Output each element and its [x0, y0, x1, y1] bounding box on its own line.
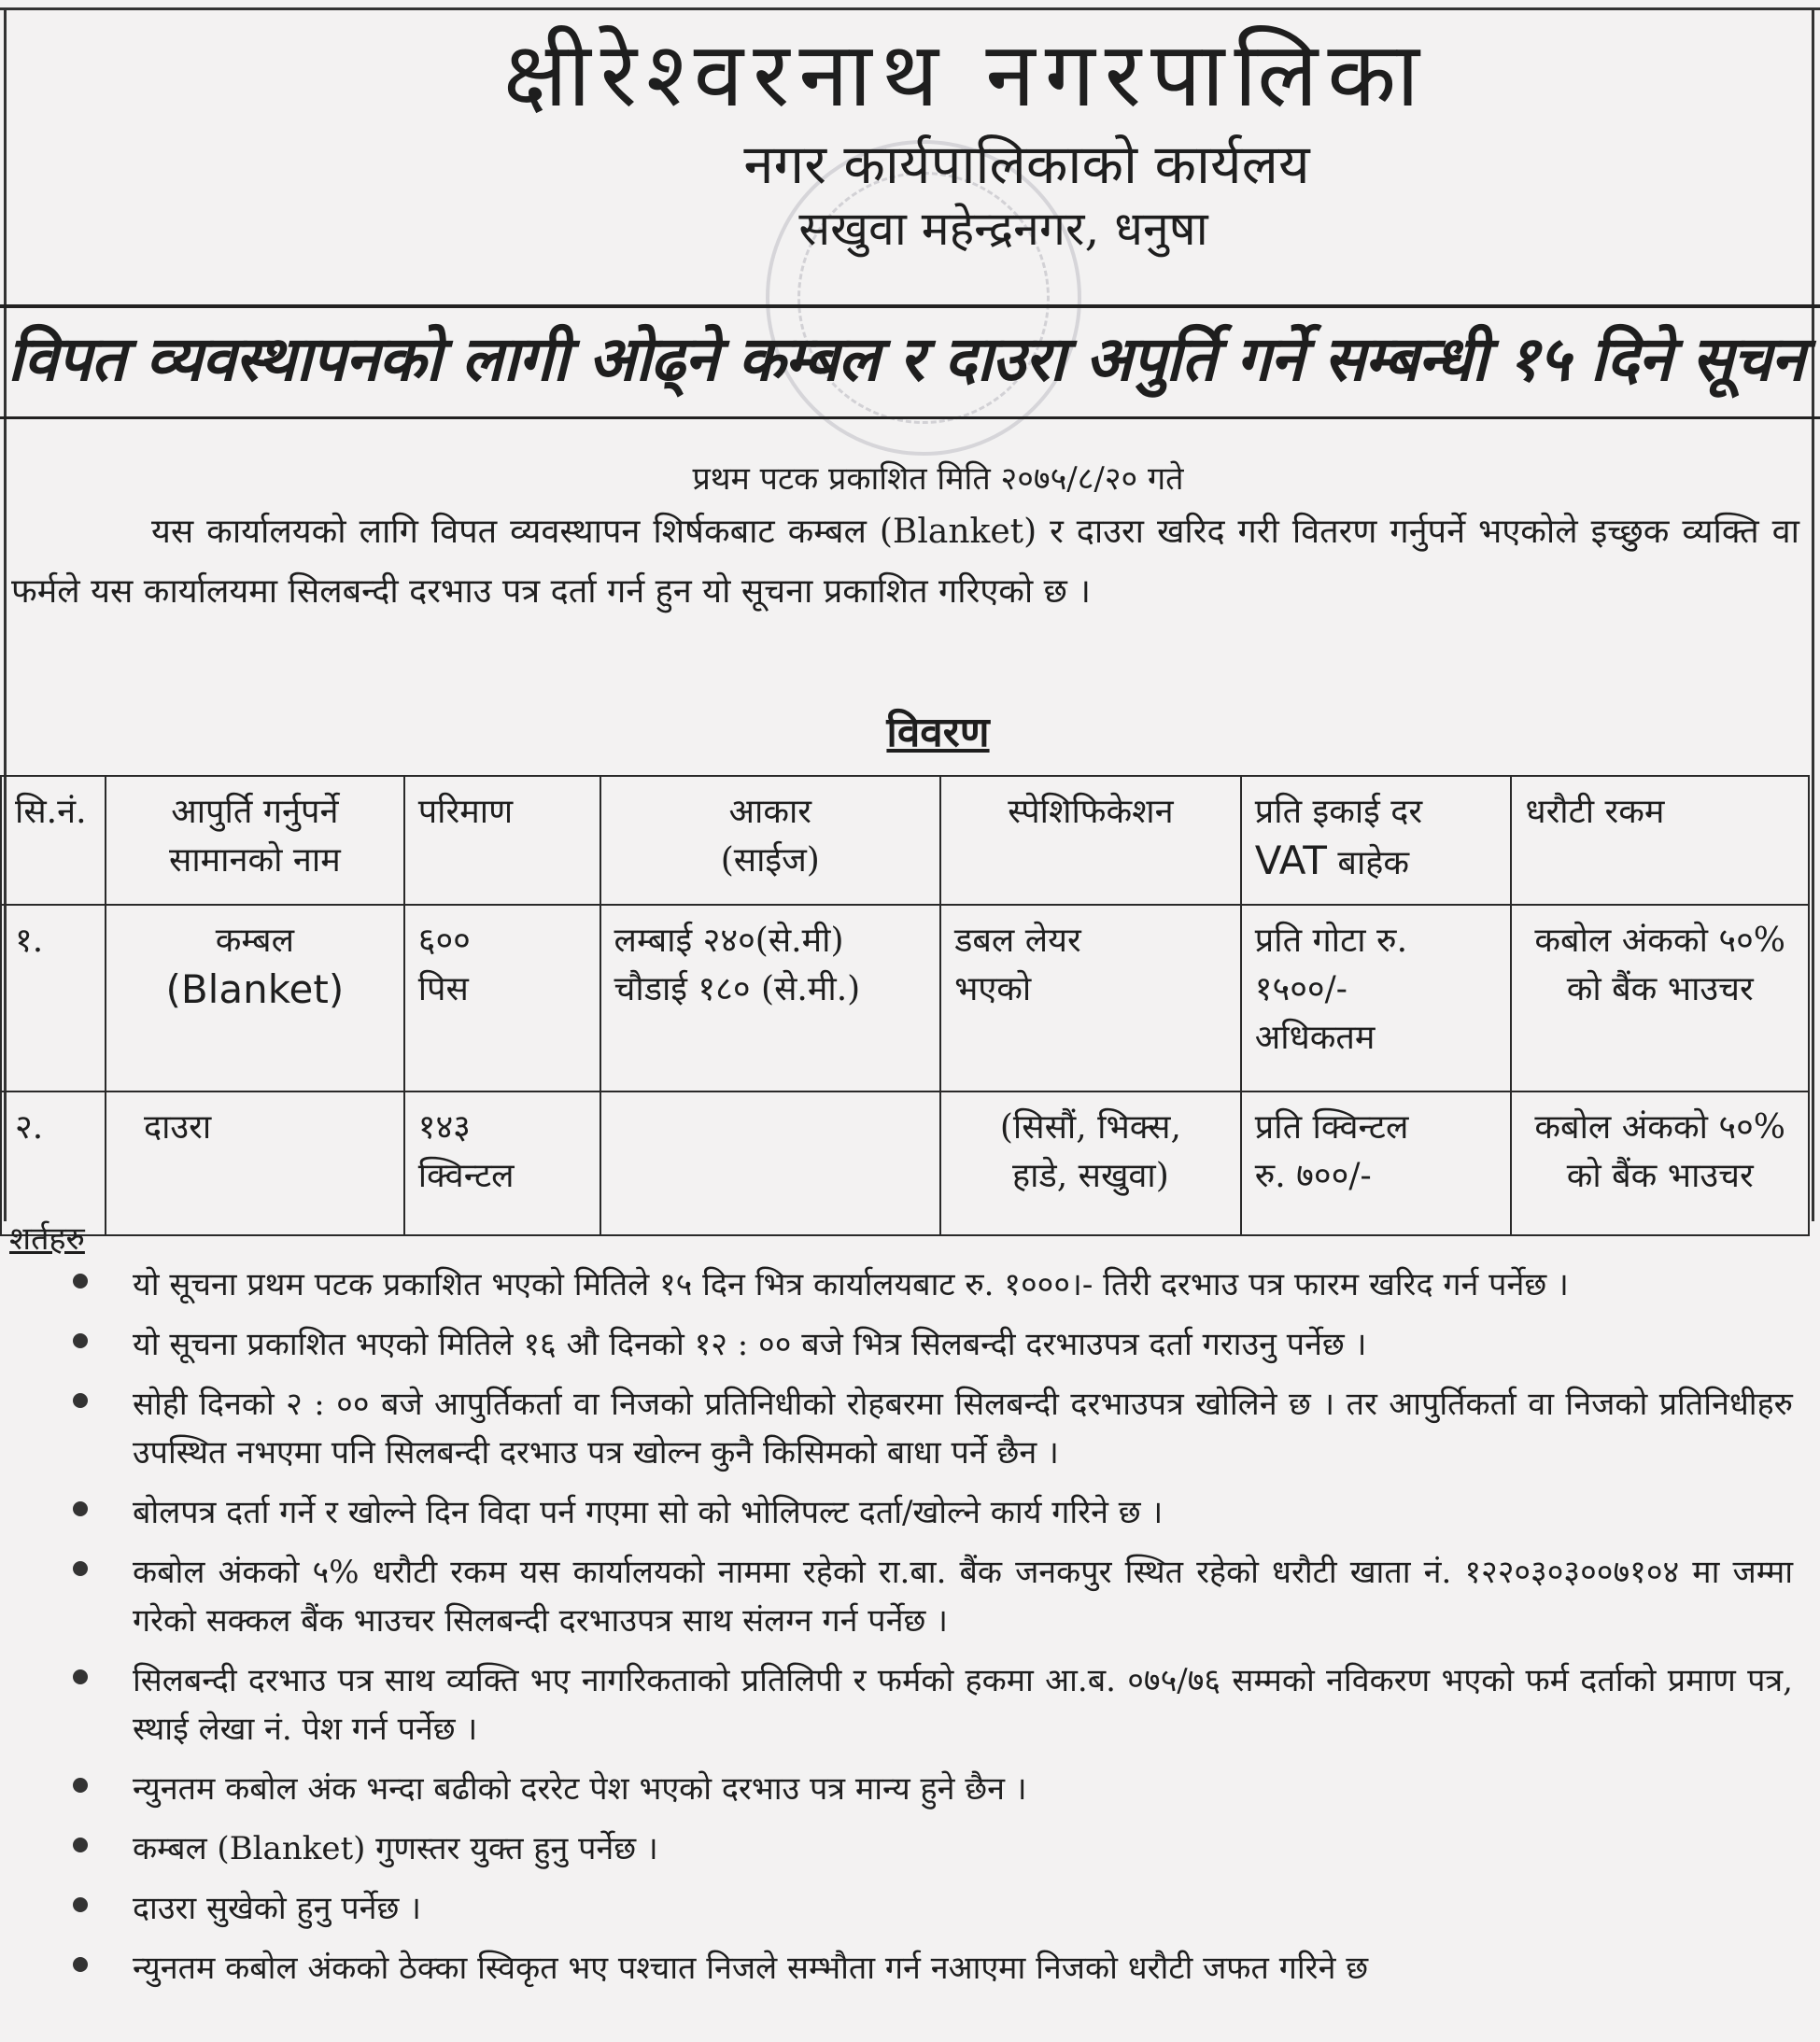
cell-item-name: दाउरा — [106, 1091, 404, 1235]
cell-quantity: ६०० पिस — [404, 905, 600, 1091]
bullet-icon — [73, 1778, 88, 1793]
header-quantity: परिमाण — [404, 776, 600, 905]
term-item: दाउरा सुखेको हुनु पर्नेछ । — [0, 1884, 1793, 1933]
header-specification: स्पेशिफिकेशन — [940, 776, 1241, 905]
bullet-icon — [73, 1274, 88, 1289]
bullet-icon — [73, 1561, 88, 1576]
publication-date: प्रथम पटक प्रकाशित मिति २०७५/८/२० गते — [692, 460, 1184, 498]
term-item: कबोल अंकको ५% धरौटी रकम यस कार्यालयको नाममा रहेको रा.बा. बैंक जनकपुर स्थित रहेको धरौटी खाता नं. १२२०३०३००७१०४ मा जम्मा गरेको सक्कल बैंक भाउचर सिलबन्दी दरभाउपत्र साथ संलग्न गर्न पर्नेछ । — [0, 1548, 1793, 1645]
cell-unit-rate: प्रति क्विन्टल रु. ७००/- — [1241, 1091, 1512, 1235]
cell-quantity: १४३ क्विन्टल — [404, 1091, 600, 1235]
header-size: आकार (साईज) — [600, 776, 941, 905]
table-header-row — [1, 776, 1809, 905]
letterhead — [0, 19, 1820, 260]
term-item: यो सूचना प्रथम पटक प्रकाशित भएको मितिले १५ दिन भित्र कार्यालयबाट रु. १०००।- तिरी दरभाउ पत्र फारम खरिद गर्न पर्नेछ । — [0, 1260, 1793, 1309]
supply-items-table — [0, 775, 1810, 1236]
bullet-icon — [73, 1393, 88, 1408]
term-item: न्युनतम कबोल अंक भन्दा बढीको दररेट पेश भएको दरभाउ पत्र मान्य हुने छैन । — [0, 1765, 1793, 1813]
cell-deposit: कबोल अंकको ५०% को बैंक भाउचर — [1511, 905, 1809, 1091]
municipality-name: क्षीरेश्वरनाथ नगरपालिका — [503, 22, 1429, 127]
term-item: कम्बल (Blanket) गुणस्तर युक्त हुनु पर्नेछ । — [0, 1824, 1793, 1873]
term-item: सिलबन्दी दरभाउ पत्र साथ व्यक्ति भए नागरिकताको प्रतिलिपी र फर्मको हकमा आ.ब. ०७५/७६ सम्मको नविकरण भएको फर्म दर्ताको प्रमाण पत्र, स्थाई लेखा नं. पेश गर्न पर्नेछ । — [0, 1656, 1793, 1753]
header-item-name: आपुर्ति गर्नुपर्ने सामानको नाम — [106, 776, 404, 905]
cell-deposit: कबोल अंकको ५०% को बैंक भाउचर — [1511, 1091, 1809, 1235]
top-border — [0, 7, 1820, 10]
term-item: बोलपत्र दर्ता गर्ने र खोल्ने दिन विदा पर्न गएमा सो को भोलिपल्ट दर्ता/खोल्ने कार्य गरिने छ । — [0, 1488, 1793, 1537]
bullet-icon — [73, 1838, 88, 1852]
terms-list — [0, 1260, 1793, 2004]
bullet-icon — [73, 1333, 88, 1348]
intro-paragraph: यस कार्यालयको लागि विपत व्यवस्थापन शिर्षकबाट कम्बल (Blanket) र दाउरा खरिद गरी वितरण गर्नुपर्ने भएकोले इच्छुक व्यक्ति वा फर्मले यस कार्यालयमा सिलबन्दी दरभाउ पत्र दर्ता गर्न हुन यो सूचना प्रकाशित गरिएको छ । — [11, 513, 1799, 611]
bullet-icon — [73, 1669, 88, 1684]
term-item: यो सूचना प्रकाशित भएको मितिले १६ औ दिनको १२ : ०० बजे भित्र सिलबन्दी दरभाउपत्र दर्ता गराउनु पर्नेछ । — [0, 1320, 1793, 1369]
header-deposit: धरौटी रकम — [1511, 776, 1809, 905]
table-row — [1, 1091, 1809, 1235]
notice-title: विपत व्यवस्थापनको लागी ओढ्ने कम्बल र दाउरा अपुर्ति गर्ने सम्बन्धी १५ दिने सूचन — [7, 323, 1804, 395]
cell-specification: (सिसौं, भिक्स, हाडे, सखुवा) — [940, 1091, 1241, 1235]
header-unit-rate: प्रति इकाई दर VAT बाहेक — [1241, 776, 1512, 905]
office-address: सखुवा महेन्द्रनगर, धनुषा — [798, 202, 1208, 256]
term-item: न्युनतम कबोल अंकको ठेक्का स्विकृत भए पश्चात निजले सम्भौता गर्न नआएमा निजको धरौटी जफत गरिने छ — [0, 1944, 1793, 1993]
details-heading: विवरण — [886, 709, 990, 756]
bullet-icon — [73, 1897, 88, 1912]
bullet-icon — [73, 1501, 88, 1516]
cell-specification: डबल लेयर भएको — [940, 905, 1241, 1091]
cell-item-name: कम्बल (Blanket) — [106, 905, 404, 1091]
header-sn: सि.नं. — [1, 776, 106, 905]
term-item: सोही दिनको २ : ०० बजे आपुर्तिकर्ता वा निजको प्रतिनिधीको रोहबरमा सिलबन्दी दरभाउपत्र खोलिने छ । तर आपुर्तिकर्ता वा निजको प्रतिनिधीहरु उपस्थित नभएमा पनि सिलबन्दी दरभाउ पत्र खोल्न कुनै किसिमको बाधा पर्ने छैन । — [0, 1380, 1793, 1477]
terms-heading: शर्तहरु — [9, 1220, 85, 1258]
cell-sn: २. — [1, 1091, 106, 1235]
table-row — [1, 905, 1809, 1091]
bullet-icon — [73, 1957, 88, 1972]
office-name: नगर कार्यपालिकाको कार्यलय — [743, 133, 1310, 196]
cell-unit-rate: प्रति गोटा रु. १५००/- अधिकतम — [1241, 905, 1512, 1091]
cell-sn: १. — [1, 905, 106, 1091]
title-bottom-rule — [0, 416, 1820, 419]
cell-size: लम्बाई २४०(से.मी) चौडाई १८० (से.मी.) — [600, 905, 941, 1091]
cell-size — [600, 1091, 941, 1235]
